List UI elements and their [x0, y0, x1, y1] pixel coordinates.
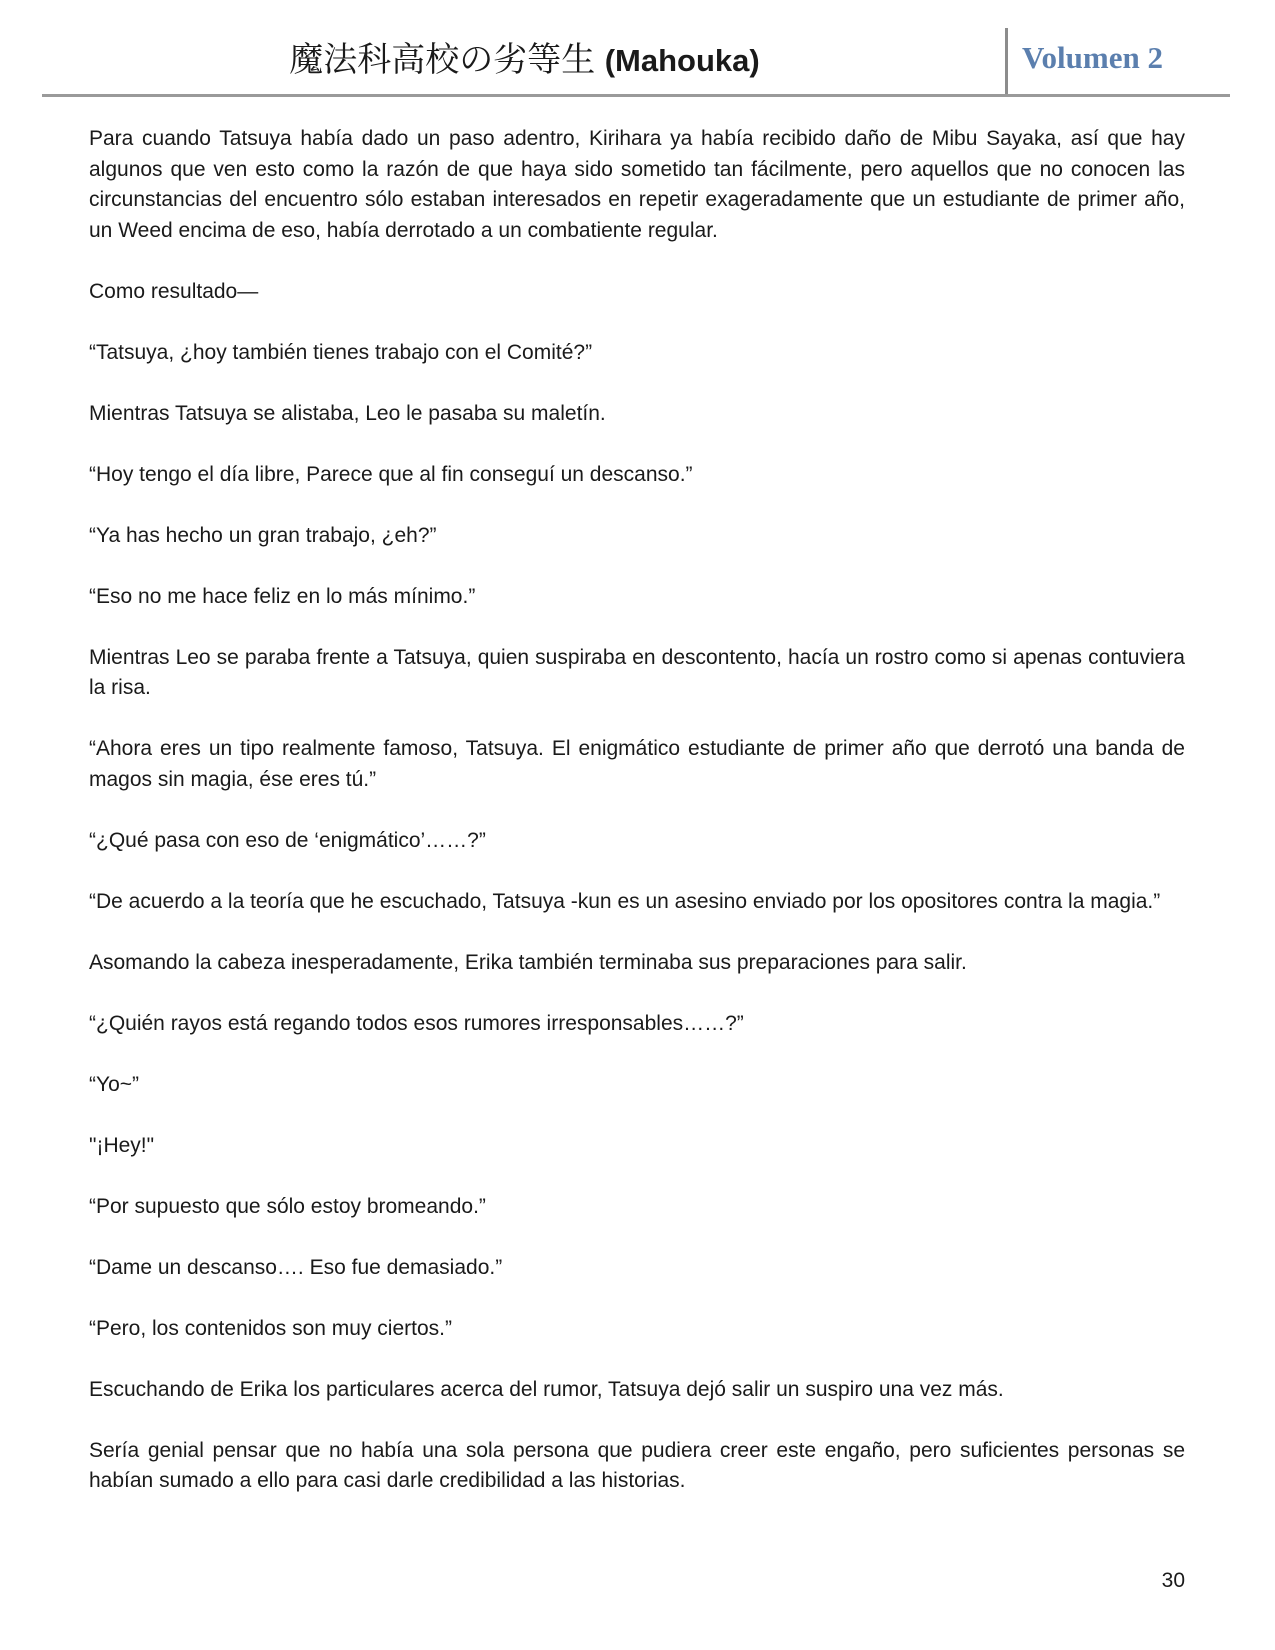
paragraph: “Yo~” — [89, 1072, 140, 1096]
paragraph: Sería genial pensar que no había una sola persona que pudiera creer este engaño, pero suficientes personas se habían sumado a ello para casi darle credibilidad a las historias. — [89, 1438, 1185, 1492]
paragraph: "¡Hey!" — [89, 1133, 155, 1157]
book-title-latin: (Mahouka) — [604, 43, 760, 78]
paragraph: Mientras Tatsuya se alistaba, Leo le pasaba su maletín. — [89, 401, 606, 425]
paragraph: Para cuando Tatsuya había dado un paso adentro, Kirihara ya había recibido daño de Mibu Sayaka, así que hay algunos que ven esto como la razón de que haya sido sometido tan fácilmente, pero aquellos que no conocen las circunstancias del encuentro sólo estaban interesados en repetir exageradamente que un estudiante de primer año, un Weed encima de eso, había derrotado a un combatiente regular. — [89, 127, 1185, 242]
book-title — [42, 38, 1007, 83]
paragraph: Asomando la cabeza inesperadamente, Erika también terminaba sus preparaciones para salir. — [89, 950, 967, 974]
volume-label: Volumen 2 — [1022, 40, 1163, 75]
paragraph: Como resultado— — [89, 279, 259, 303]
paragraph: “Eso no me hace feliz en lo más mínimo.” — [89, 584, 476, 608]
paragraph: “¿Quién rayos está regando todos esos rumores irresponsables……?” — [89, 1011, 744, 1035]
paragraph: “¿Qué pasa con eso de ‘enigmático’……?” — [89, 828, 486, 852]
paragraph: “Ya has hecho un gran trabajo, ¿eh?” — [89, 523, 437, 547]
paragraph: “De acuerdo a la teoría que he escuchado, Tatsuya -kun es un asesino enviado por los opositores contra la magia.” — [89, 889, 1161, 913]
paragraph: “Pero, los contenidos son muy ciertos.” — [89, 1316, 452, 1340]
paragraph: “Dame un descanso…. Eso fue demasiado.” — [89, 1255, 503, 1279]
paragraph: “Por supuesto que sólo estoy bromeando.” — [89, 1194, 486, 1218]
header-divider — [1005, 28, 1008, 94]
paragraph: Mientras Leo se paraba frente a Tatsuya, quien suspiraba en descontento, hacía un rostro como si apenas contuviera la risa. — [89, 645, 1185, 699]
paragraph: “Tatsuya, ¿hoy también tienes trabajo con el Comité?” — [89, 340, 593, 364]
paragraph: “Ahora eres un tipo realmente famoso, Tatsuya. El enigmático estudiante de primer año que derrotó una banda de magos sin magia, ése eres tú.” — [89, 737, 1185, 791]
book-title-japanese: 魔法科高校の劣等生 — [289, 41, 596, 79]
page-body — [89, 124, 1185, 1527]
page-number: 30 — [1161, 1569, 1185, 1592]
paragraph: Escuchando de Erika los particulares acerca del rumor, Tatsuya dejó salir un suspiro una vez más. — [89, 1377, 1004, 1401]
paragraph: “Hoy tengo el día libre, Parece que al fin conseguí un descanso.” — [89, 462, 693, 486]
page-header — [42, 24, 1230, 97]
